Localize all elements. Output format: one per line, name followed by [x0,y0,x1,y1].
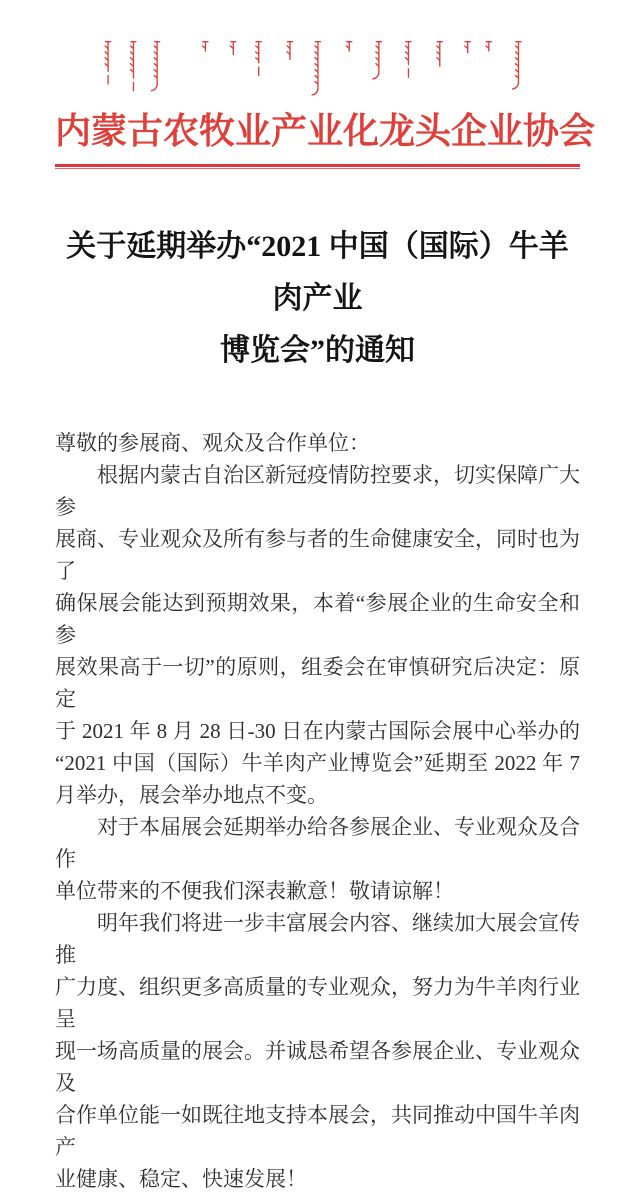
notice-title [55,221,580,377]
text-line: 合作单位能一如既往地支持本展会，共同推动中国牛羊肉产 [55,1103,580,1159]
notice-title-line-1: 关于延期举办“2021 中国（国际）牛羊肉产业 [66,230,569,315]
text-line: 月举办，展会举办地点不变。 [55,783,328,807]
letterhead [55,40,596,169]
text-line: 单位带来的不便我们深表歉意！敬请谅解！ [55,879,454,903]
text-line: 明年我们将进一步丰富展会内容、继续加大展会宣传推 [55,911,580,967]
mongolian-script [55,40,580,106]
text-line: 现一场高质量的展会。并诚恳希望各参展企业、专业观众及 [55,1039,580,1095]
text-line: 展效果高于一切”的原则，组委会在审慎研究后决定：原定 [55,655,580,711]
text-line: 展商、专业观众及所有参与者的生命健康安全，同时也为了 [55,527,580,583]
notice-title-line-2: 博览会”的通知 [220,334,415,367]
salutation: 尊敬的参展商、观众及合作单位： [55,431,370,455]
notice-body [55,427,580,1195]
paragraph [55,907,580,1195]
paragraph [55,811,580,907]
org-name: 内蒙古农牧业产业化龙头企业协会 [55,111,596,151]
text-line: 确保展会能达到预期效果，本着“参展企业的生命安全和参 [55,591,580,647]
text-line: 于 2021 年 8 月 28 日-30 日在内蒙古国际会展中心举办的 [55,719,580,743]
paragraph [55,459,580,811]
text-line: 对于本届展会延期举办给各参展企业、专业观众及合作 [55,815,580,871]
letterhead-divider [55,164,580,169]
text-line: 根据内蒙古自治区新冠疫情防控要求，切实保障广大参 [55,463,580,519]
text-line: 广力度、组织更多高质量的专业观众，努力为牛羊肉行业呈 [55,975,580,1031]
text-line: “2021 中国（国际）牛羊肉产业博览会”延期至 2022 年 7 [55,751,580,775]
text-line: 业健康、稳定、快速发展！ [55,1167,307,1191]
paragraphs [55,459,580,1195]
